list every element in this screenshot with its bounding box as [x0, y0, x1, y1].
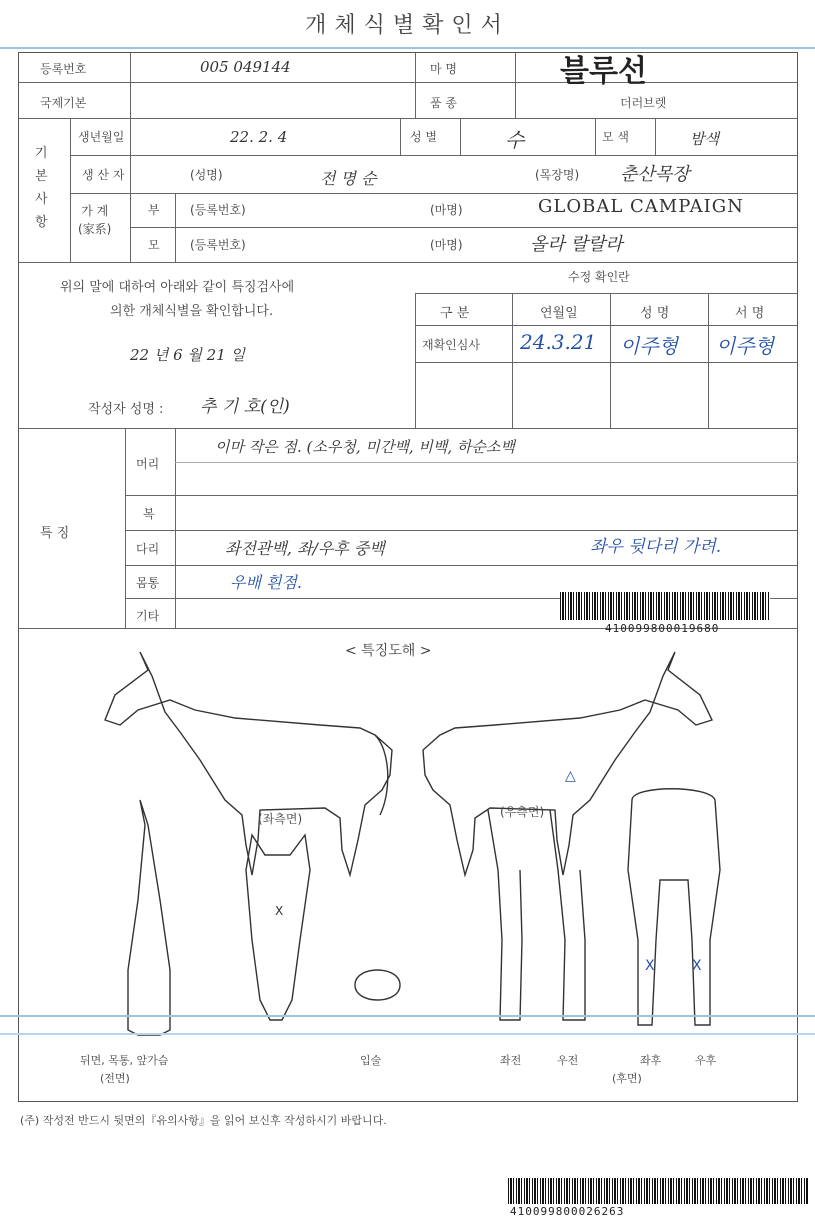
barcode-1-number: 410099800019680: [605, 622, 720, 635]
sire-name: GLOBAL CAMPAIGN: [538, 196, 744, 217]
revision-header-name: 성 명: [640, 306, 670, 321]
other-label: 기타: [136, 609, 160, 623]
dam-reg-hint: (등록번호): [190, 238, 246, 252]
hind-left-label: 좌전: [500, 1054, 522, 1067]
confirm-text-line2: 의한 개체식별을 확인합니다.: [110, 304, 274, 319]
rear-right-label: 우후: [695, 1054, 717, 1067]
sire-reg-hint: (등록번호): [190, 203, 246, 217]
rear-left-label: 좌후: [640, 1054, 662, 1067]
features-section-label: 특 징: [40, 526, 70, 541]
sire-name-hint: (마명): [430, 203, 463, 217]
confirm-text-line1: 위의 말에 대하여 아래와 같이 특징검사에: [60, 280, 295, 295]
right-side-label: (우측면): [500, 805, 545, 819]
legs-value: 좌전관백, 좌/우후 중백: [225, 539, 385, 558]
stud-value: 춘산목장: [620, 164, 690, 185]
reg-no-label: 등록번호: [40, 62, 87, 76]
writer-label: 작성자 성명 :: [88, 402, 164, 417]
revision-row-name: 이주형: [620, 334, 678, 358]
breeder-name: 전 명 순: [320, 169, 377, 188]
front-label-2: (전면): [100, 1072, 130, 1085]
revision-header-date: 연월일: [540, 306, 578, 321]
head-label: 머리: [136, 457, 160, 471]
rear-view-horse-outline: [628, 789, 720, 1025]
svg-text:X: X: [275, 904, 284, 918]
revision-header-type: 구 분: [440, 306, 470, 321]
svg-text:X: X: [692, 958, 702, 974]
footnote: (주) 작성전 반드시 뒷면의『유의사항』을 읽어 보신후 작성하시기 바랍니다.: [20, 1114, 387, 1127]
breeder-label: 생 산 자: [82, 168, 125, 182]
lip-label: 입술: [360, 1054, 382, 1067]
intl-label: 국제기본: [40, 96, 87, 110]
horse-name-value: 블루선: [560, 54, 647, 89]
front-view-horse-outline: [128, 800, 170, 1035]
diagram-title: < 특징도해 >: [345, 643, 432, 659]
head-value: 이마 작은 점. (소우청, 미간백, 비백, 하순소백: [215, 438, 515, 456]
writer-value: 추 기 호(인): [200, 397, 290, 417]
document-title: 개체식별확인서: [305, 13, 510, 38]
breed-value: 더러브렛: [620, 96, 667, 110]
right-side-horse-outline: [423, 652, 712, 875]
svg-text:△: △: [565, 768, 576, 784]
left-side-label: (좌측면): [258, 812, 303, 826]
breed-label: 품 종: [430, 96, 457, 110]
revision-title: 수정 확인란: [568, 270, 630, 284]
dam-name-hint: (마명): [430, 238, 463, 252]
birth-value: 22. 2. 4: [230, 128, 288, 146]
left-rear-legs-outline: [488, 810, 585, 1020]
revision-header-sign: 서 명: [735, 306, 765, 321]
basic-section-label: 기본사항: [35, 146, 48, 230]
revision-row-sign: 이주형: [716, 334, 774, 358]
horse-diagram: [20, 640, 795, 1100]
stud-hint: (목장명): [535, 168, 580, 182]
sex-label: 성 별: [410, 130, 437, 144]
revision-row-date: 24.3.21: [520, 330, 597, 354]
confirm-date: 22 년 6 월 21 일: [130, 346, 246, 364]
lips-outline: [355, 970, 400, 1000]
color-value: 밤색: [690, 130, 719, 148]
birth-label: 생년월일: [78, 130, 125, 144]
trunk-value: 우배 흰점.: [230, 573, 302, 592]
sex-value: 수: [505, 128, 525, 152]
trunk-label: 몸통: [136, 576, 160, 590]
left-side-horse-outline: [105, 652, 392, 875]
scan-artifact-line: [0, 47, 815, 49]
head-front-outline: [246, 835, 310, 1020]
barcode-1: [560, 592, 770, 620]
breeder-name-hint: (성명): [190, 168, 223, 182]
dam-label: 모: [148, 238, 160, 252]
legs-label: 다리: [136, 542, 160, 556]
scan-artifact-line-2: [0, 1015, 815, 1017]
svg-text:X: X: [645, 958, 655, 974]
barcode-2-number: 410099800026263: [510, 1205, 625, 1218]
sire-label: 부: [148, 203, 160, 217]
dam-name: 올라 랄랄라: [530, 234, 623, 255]
pedigree-label: 가 계 (家系): [78, 204, 112, 236]
reg-no-value: 005 049144: [200, 58, 291, 76]
rear-label: (후면): [612, 1072, 642, 1085]
horse-name-label: 마 명: [430, 62, 457, 76]
revision-row-type: 재확인심사: [422, 338, 480, 352]
front-label-1: 뒤면, 목통, 앞가슴: [80, 1054, 169, 1067]
barcode-2: [508, 1178, 808, 1204]
body-label: 복: [143, 507, 155, 521]
hind-right-label: 우전: [557, 1054, 579, 1067]
color-label: 모 색: [602, 130, 629, 144]
scan-artifact-line-3: [0, 1033, 815, 1035]
legs-extra-value: 좌우 뒷다리 가려.: [590, 537, 722, 557]
